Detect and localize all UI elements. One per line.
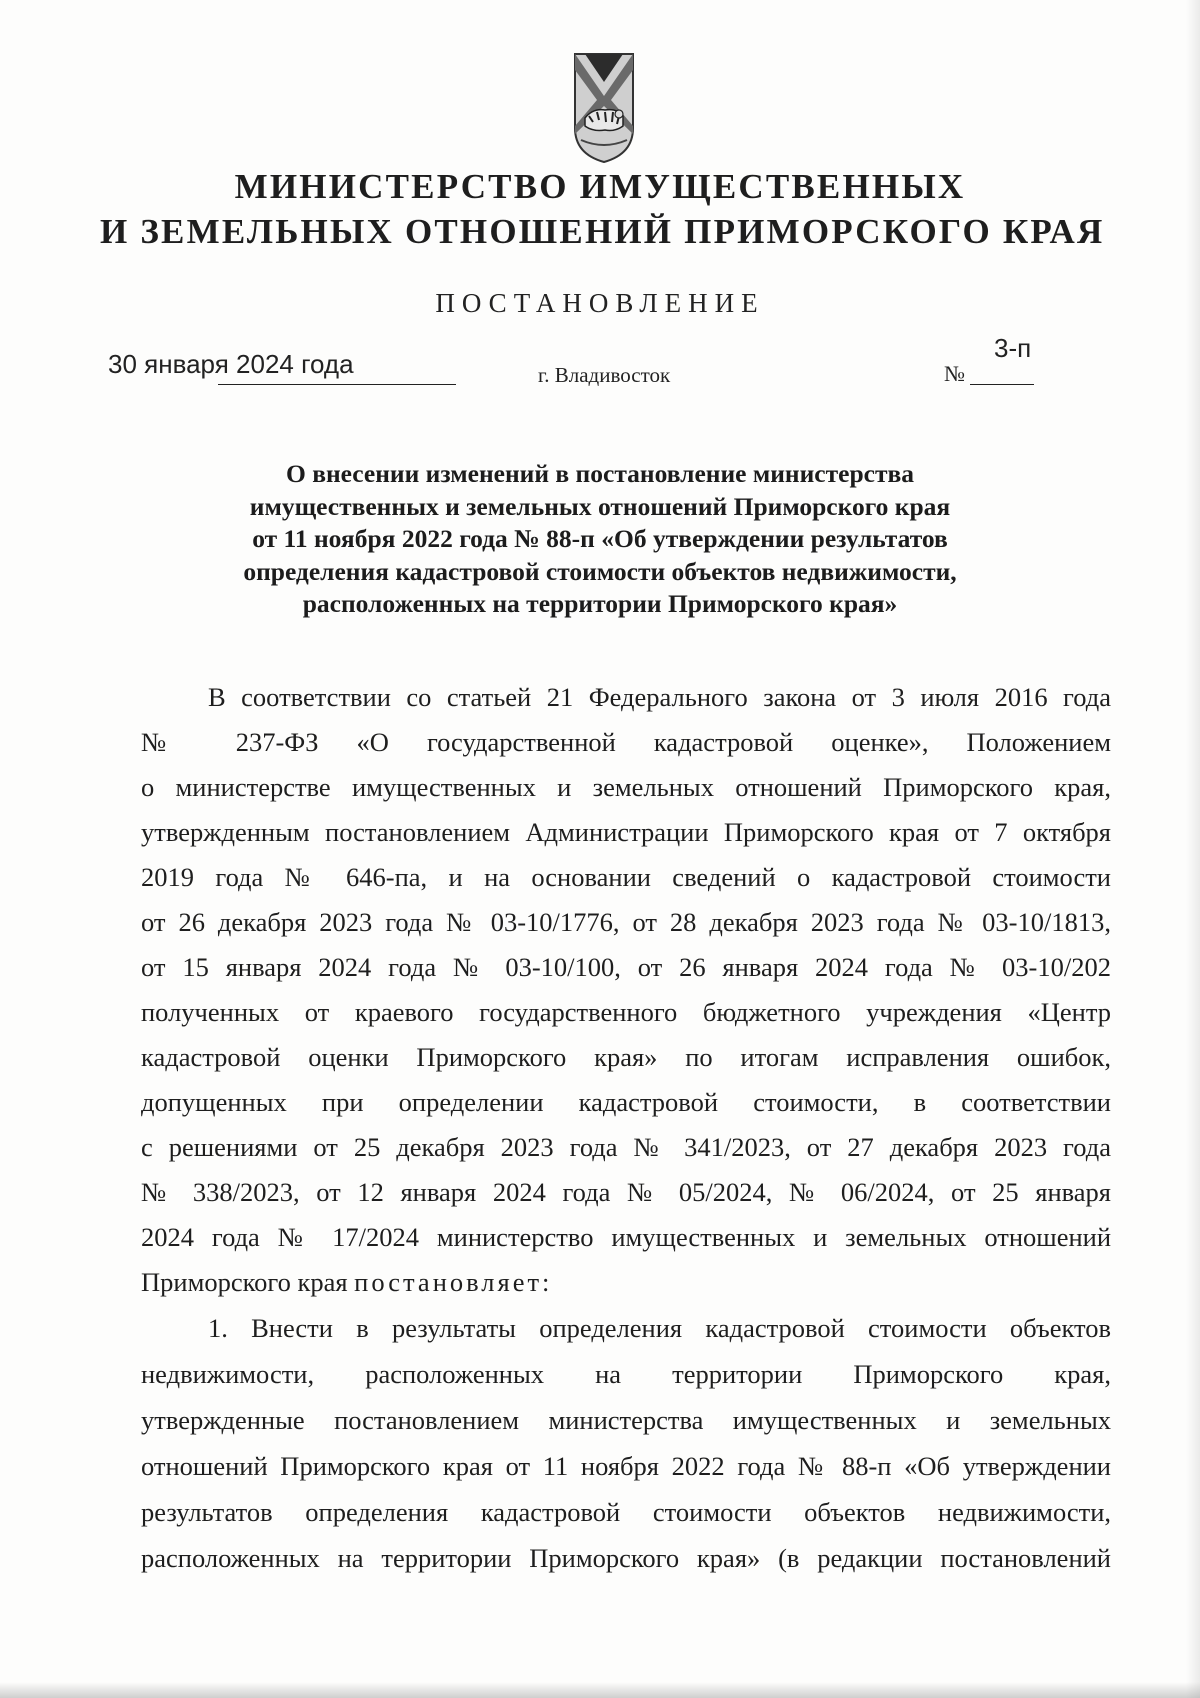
body-text: Приморского края	[141, 1267, 348, 1297]
body-line: 2024 года № 17/2024 министерство имущественных и земельных отношений	[141, 1222, 1111, 1252]
body-line: утвержденные постановлением министерства имущественных и земельных	[141, 1405, 1111, 1435]
subject-line: от 11 ноября 2022 года № 88-п «Об утверждении результатов	[252, 524, 948, 553]
body-line: 1. Внести в результаты определения кадастровой стоимости объектов	[208, 1313, 1111, 1343]
body-line: № 237-ФЗ «О государственной кадастровой оценке», Положением	[141, 727, 1111, 757]
body-line-last	[141, 1267, 1111, 1311]
number-underline	[970, 384, 1034, 385]
body-line: недвижимости, расположенных на территории Приморского края,	[141, 1359, 1111, 1389]
body-line: 2019 года № 646-па, и на основании сведений о кадастровой стоимости	[141, 862, 1111, 892]
body-line: результатов определения кадастровой стоимости объектов недвижимости,	[141, 1497, 1111, 1527]
body-line: допущенных при определении кадастровой стоимости, в соответствии	[141, 1087, 1111, 1117]
number-sign: №	[944, 361, 965, 386]
document-subject	[150, 458, 1050, 621]
body-line: о министерстве имущественных и земельных отношений Приморского края,	[141, 772, 1111, 802]
subject-line: определения кадастровой стоимости объектов недвижимости,	[243, 556, 957, 586]
organization-name-line-1: МИНИСТЕРСТВО ИМУЩЕСТВЕННЫХ	[234, 167, 966, 206]
body-line: с решениями от 25 декабря 2023 года № 341/2023, от 27 декабря 2023 года	[141, 1132, 1111, 1162]
document-number: 3-п	[994, 333, 1032, 363]
body-line: утвержденным постановлением Администрации Приморского края от 7 октября	[141, 817, 1111, 847]
subject-line: О внесении изменений в постановление министерства	[285, 459, 915, 488]
resolves-word: постановляет:	[354, 1267, 553, 1297]
organization-name-line-2: И ЗЕМЕЛЬНЫХ ОТНОШЕНИЙ ПРИМОРСКОГО КРАЯ	[100, 212, 1105, 251]
scan-edge-right	[1186, 0, 1200, 1698]
document-city: г. Владивосток	[538, 363, 671, 387]
document-date: 30 января 2024 года	[108, 349, 354, 379]
body-line: от 15 января 2024 года № 03-10/100, от 26 января 2024 года № 03-10/202	[141, 952, 1111, 982]
body-line: отношений Приморского края от 11 ноября 2022 года № 88-п «Об утверждении	[141, 1451, 1111, 1481]
subject-line: расположенных на территории Приморского края»	[302, 589, 898, 618]
body-line: от 26 декабря 2023 года № 03-10/1776, от 28 декабря 2023 года № 03-10/1813,	[141, 907, 1111, 937]
body-line: № 338/2023, от 12 января 2024 года № 05/2024, № 06/2024, от 25 января	[141, 1177, 1111, 1207]
scan-edge-bottom	[0, 1682, 1200, 1698]
primorsky-krai-coat-of-arms-icon	[571, 50, 637, 166]
body-line: В соответствии со статьей 21 Федерального закона от 3 июля 2016 года	[208, 682, 1111, 712]
body-line: полученных от краевого государственного бюджетного учреждения «Центр	[141, 997, 1111, 1027]
subject-line: имущественных и земельных отношений Приморского края	[249, 491, 951, 521]
body-line: расположенных на территории Приморского края» (в редакции постановлений	[141, 1543, 1111, 1573]
body-line: кадастровой оценки Приморского края» по итогам исправления ошибок,	[141, 1042, 1111, 1072]
date-underline	[218, 384, 456, 385]
document-type: ПОСТАНОВЛЕНИЕ	[435, 288, 765, 318]
